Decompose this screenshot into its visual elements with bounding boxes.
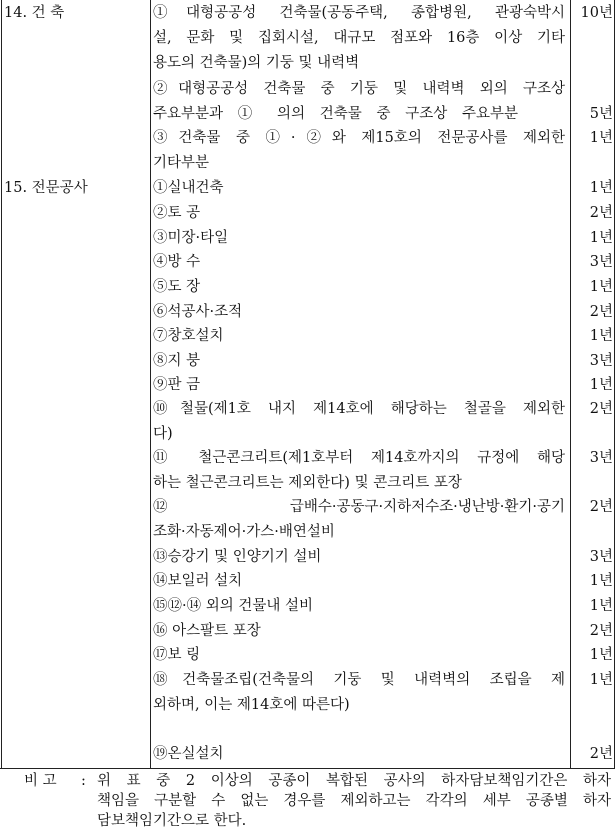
item-line: ①실내건축 <box>153 180 224 196</box>
item-line: 용도의 건축물)의 기둥 및 내력벽 <box>153 55 360 71</box>
warranty-period: 5년 <box>589 106 613 122</box>
item-line: ⑩철물(제1호 내지 제14호에 해당하는 철골을 제외한 <box>153 401 565 417</box>
item-line: 하는 철근콘크리트는 제외한다) 및 콘크리트 포장 <box>153 475 462 491</box>
item-line: ⑨판 금 <box>153 377 201 393</box>
item-line: ⑭보일러 설치 <box>153 573 243 589</box>
item-line: 외하며, 이는 제14호에 따른다) <box>153 697 350 713</box>
item-line: ⑧지 붕 <box>153 353 201 369</box>
warranty-period: 2년 <box>589 401 613 417</box>
warranty-period: 1년 <box>589 598 613 614</box>
column-divider-category <box>150 0 151 769</box>
item-line: ⑰보 링 <box>153 647 201 663</box>
item-line: 조화·자동제어·가스·배연설비 <box>153 524 335 540</box>
warranty-period: 3년 <box>589 353 613 369</box>
category-label: 14. 건 축 <box>4 5 65 21</box>
note-line: 담보책임기간으로 한다. <box>97 813 247 829</box>
item-line: ⑲온실설치 <box>153 746 224 762</box>
note-line: 책임을 구분할 수 없는 경우를 제외하고는 각각의 세부 공종별 하자 <box>97 793 611 809</box>
warranty-period: 1년 <box>589 130 613 146</box>
item-line: ③건축물 중 ①·②와 제15호의 전문공사를 제외한 <box>153 130 565 146</box>
note-separator: : <box>81 773 86 789</box>
category-label: 15. 전문공사 <box>4 180 88 196</box>
warranty-period: 1년 <box>589 573 613 589</box>
item-line: ⑯ 아스팔트 포장 <box>153 623 261 639</box>
item-line: ⑬승강기 및 인양기기 설비 <box>153 549 322 565</box>
item-line: ⑮⑫·⑭ 외의 건물내 설비 <box>153 598 313 614</box>
warranty-period: 1년 <box>589 328 613 344</box>
warranty-period: 2년 <box>589 746 613 762</box>
warranty-period: 1년 <box>589 180 613 196</box>
item-line: ⑤도 장 <box>153 279 201 295</box>
warranty-period: 3년 <box>589 450 613 466</box>
item-line: ①대형공공성 건축물(공동주택, 종합병원, 관광숙박시 <box>153 5 565 21</box>
item-line: ⑱건축물조립(건축물의 기둥 및 내력벽의 조립을 제 <box>153 672 565 688</box>
warranty-period: 1년 <box>589 672 613 688</box>
warranty-period: 1년 <box>589 647 613 663</box>
note-line: 위 표 중 2 이상의 공종이 복합된 공사의 하자담보책임기간은 하자 <box>97 773 611 789</box>
table-right-border <box>614 0 615 769</box>
item-line: 주요부분과 ① 의의 건축물 중 구조상 주요부분 <box>153 106 518 122</box>
item-line: 설, 문화 및 집회시설, 대규모 점포와 16층 이상 기타 <box>153 30 565 46</box>
item-line: ⑫급배수·공동구·지하저수조·냉난방·환기·공기 <box>153 499 565 515</box>
item-line: ⑪ 철근콘크리트(제1호부터 제14호까지의 규정에 해당 <box>153 450 565 466</box>
item-line: 기타부분 <box>153 155 210 171</box>
item-line: ⑥석공사·조적 <box>153 304 243 320</box>
item-line: ⑦창호설치 <box>153 328 224 344</box>
item-line: ②토 공 <box>153 205 201 221</box>
warranty-period: 1년 <box>589 230 613 246</box>
warranty-period: 2년 <box>589 623 613 639</box>
item-line: ④방 수 <box>153 254 201 270</box>
warranty-period: 2년 <box>589 304 613 320</box>
warranty-period: 2년 <box>589 205 613 221</box>
note-label: 비 고 <box>24 773 57 789</box>
warranty-period: 10년 <box>580 5 613 21</box>
warranty-period: 3년 <box>589 254 613 270</box>
warranty-period: 1년 <box>589 377 613 393</box>
table-left-border <box>1 0 2 769</box>
column-divider-period <box>570 0 571 769</box>
warranty-period: 1년 <box>589 279 613 295</box>
item-line: ③미장·타일 <box>153 230 229 246</box>
warranty-period: 3년 <box>589 549 613 565</box>
warranty-period: 2년 <box>589 499 613 515</box>
item-line: ②대형공공성 건축물 중 기둥 및 내력벽 외의 구조상 <box>153 81 565 97</box>
item-line: 다) <box>153 426 173 442</box>
